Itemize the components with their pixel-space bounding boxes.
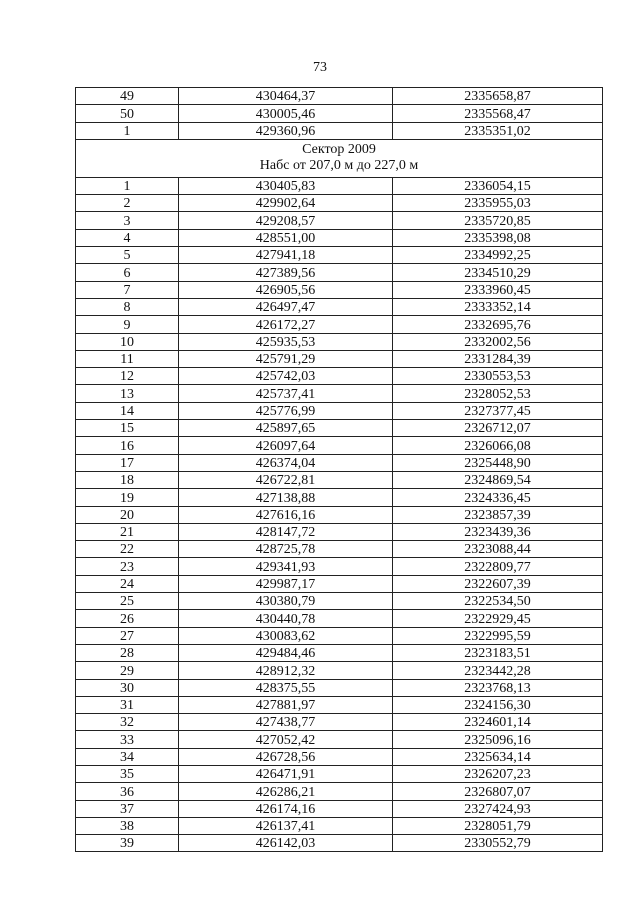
x-coordinate-cell: 428551,00 [179,229,393,246]
point-number-cell: 32 [76,714,179,731]
point-number-cell: 4 [76,229,179,246]
table-row [76,800,603,817]
x-coordinate-cell: 427616,16 [179,506,393,523]
y-coordinate-cell: 2327377,45 [393,402,603,419]
y-coordinate-cell: 2322534,50 [393,593,603,610]
section-header-group [76,139,603,177]
table-row [76,748,603,765]
point-number-cell: 6 [76,264,179,281]
top-rows [76,88,603,140]
table-row [76,316,603,333]
section-header-row [76,139,603,177]
x-coordinate-cell: 429484,46 [179,644,393,661]
x-coordinate-cell: 430440,78 [179,610,393,627]
y-coordinate-cell: 2335398,08 [393,229,603,246]
x-coordinate-cell: 425791,29 [179,350,393,367]
table-row [76,122,603,139]
x-coordinate-cell: 426097,64 [179,437,393,454]
point-number-cell: 26 [76,610,179,627]
point-number-cell: 27 [76,627,179,644]
x-coordinate-cell: 427138,88 [179,489,393,506]
y-coordinate-cell: 2322607,39 [393,575,603,592]
y-coordinate-cell: 2326207,23 [393,765,603,782]
table-row [76,817,603,834]
table-row [76,627,603,644]
point-number-cell: 37 [76,800,179,817]
point-number-cell: 10 [76,333,179,350]
x-coordinate-cell: 429360,96 [179,122,393,139]
point-number-cell: 5 [76,247,179,264]
table-row [76,212,603,229]
table-row [76,662,603,679]
table-row [76,610,603,627]
x-coordinate-cell: 425742,03 [179,368,393,385]
point-number-cell: 1 [76,177,179,194]
table-row [76,229,603,246]
point-number-cell: 29 [76,662,179,679]
y-coordinate-cell: 2326066,08 [393,437,603,454]
y-coordinate-cell: 2334992,25 [393,247,603,264]
y-coordinate-cell: 2323768,13 [393,679,603,696]
point-number-cell: 33 [76,731,179,748]
y-coordinate-cell: 2325634,14 [393,748,603,765]
point-number-cell: 25 [76,593,179,610]
table-row [76,731,603,748]
y-coordinate-cell: 2331284,39 [393,350,603,367]
x-coordinate-cell: 425935,53 [179,333,393,350]
table-row [76,644,603,661]
y-coordinate-cell: 2322929,45 [393,610,603,627]
table-row [76,402,603,419]
y-coordinate-cell: 2323183,51 [393,644,603,661]
y-coordinate-cell: 2330552,79 [393,835,603,852]
y-coordinate-cell: 2333352,14 [393,298,603,315]
x-coordinate-cell: 425737,41 [179,385,393,402]
y-coordinate-cell: 2334510,29 [393,264,603,281]
x-coordinate-cell: 429208,57 [179,212,393,229]
table-row [76,696,603,713]
point-number-cell: 3 [76,212,179,229]
y-coordinate-cell: 2328052,53 [393,385,603,402]
point-number-cell: 2 [76,195,179,212]
table-row [76,195,603,212]
table-row [76,575,603,592]
y-coordinate-cell: 2335351,02 [393,122,603,139]
table-row [76,783,603,800]
point-number-cell: 7 [76,281,179,298]
point-number-cell: 23 [76,558,179,575]
y-coordinate-cell: 2335658,87 [393,88,603,105]
x-coordinate-cell: 427438,77 [179,714,393,731]
y-coordinate-cell: 2324601,14 [393,714,603,731]
point-number-cell: 38 [76,817,179,834]
table-row [76,454,603,471]
x-coordinate-cell: 426905,56 [179,281,393,298]
table-row [76,679,603,696]
point-number-cell: 8 [76,298,179,315]
section-subtitle: Набс от 207,0 м до 227,0 м [259,157,419,173]
point-number-cell: 1 [76,122,179,139]
x-coordinate-cell: 426137,41 [179,817,393,834]
point-number-cell: 20 [76,506,179,523]
table-row [76,333,603,350]
y-coordinate-cell: 2326712,07 [393,420,603,437]
table-row [76,471,603,488]
table-row [76,593,603,610]
y-coordinate-cell: 2330553,53 [393,368,603,385]
x-coordinate-cell: 427941,18 [179,247,393,264]
x-coordinate-cell: 426471,91 [179,765,393,782]
y-coordinate-cell: 2335955,03 [393,195,603,212]
y-coordinate-cell: 2326807,07 [393,783,603,800]
y-coordinate-cell: 2335720,85 [393,212,603,229]
x-coordinate-cell: 426497,47 [179,298,393,315]
y-coordinate-cell: 2324156,30 [393,696,603,713]
table-row [76,765,603,782]
table-row [76,541,603,558]
point-number-cell: 15 [76,420,179,437]
point-number-cell: 36 [76,783,179,800]
x-coordinate-cell: 427389,56 [179,264,393,281]
point-number-cell: 30 [76,679,179,696]
x-coordinate-cell: 430380,79 [179,593,393,610]
point-number-cell: 19 [76,489,179,506]
x-coordinate-cell: 430464,37 [179,88,393,105]
table-row [76,523,603,540]
x-coordinate-cell: 425776,99 [179,402,393,419]
table-row [76,281,603,298]
point-number-cell: 34 [76,748,179,765]
x-coordinate-cell: 425897,65 [179,420,393,437]
x-coordinate-cell: 430405,83 [179,177,393,194]
page-number: 73 [313,60,327,75]
point-number-cell: 24 [76,575,179,592]
table-row [76,385,603,402]
point-number-cell: 11 [76,350,179,367]
y-coordinate-cell: 2328051,79 [393,817,603,834]
point-number-cell: 17 [76,454,179,471]
x-coordinate-cell: 429987,17 [179,575,393,592]
table-row [76,506,603,523]
table-row [76,489,603,506]
point-number-cell: 14 [76,402,179,419]
y-coordinate-cell: 2333960,45 [393,281,603,298]
point-number-cell: 18 [76,471,179,488]
table-row [76,177,603,194]
sector-rows [76,177,603,852]
y-coordinate-cell: 2322809,77 [393,558,603,575]
x-coordinate-cell: 428375,55 [179,679,393,696]
y-coordinate-cell: 2336054,15 [393,177,603,194]
point-number-cell: 50 [76,105,179,122]
x-coordinate-cell: 426142,03 [179,835,393,852]
table-row [76,88,603,105]
y-coordinate-cell: 2324869,54 [393,471,603,488]
point-number-cell: 22 [76,541,179,558]
x-coordinate-cell: 426722,81 [179,471,393,488]
table-row [76,105,603,122]
x-coordinate-cell: 426174,16 [179,800,393,817]
point-number-cell: 13 [76,385,179,402]
table-row [76,298,603,315]
table-row [76,835,603,852]
table-row [76,420,603,437]
x-coordinate-cell: 427881,97 [179,696,393,713]
point-number-cell: 12 [76,368,179,385]
coordinates-table [75,87,603,852]
point-number-cell: 39 [76,835,179,852]
y-coordinate-cell: 2335568,47 [393,105,603,122]
point-number-cell: 28 [76,644,179,661]
y-coordinate-cell: 2324336,45 [393,489,603,506]
x-coordinate-cell: 430083,62 [179,627,393,644]
x-coordinate-cell: 426172,27 [179,316,393,333]
point-number-cell: 16 [76,437,179,454]
x-coordinate-cell: 428912,32 [179,662,393,679]
x-coordinate-cell: 426286,21 [179,783,393,800]
x-coordinate-cell: 428725,78 [179,541,393,558]
section-title: Сектор 2009 [302,141,376,157]
y-coordinate-cell: 2327424,93 [393,800,603,817]
x-coordinate-cell: 426728,56 [179,748,393,765]
point-number-cell: 35 [76,765,179,782]
point-number-cell: 9 [76,316,179,333]
y-coordinate-cell: 2322995,59 [393,627,603,644]
table-row [76,368,603,385]
y-coordinate-cell: 2325096,16 [393,731,603,748]
point-number-cell: 31 [76,696,179,713]
x-coordinate-cell: 428147,72 [179,523,393,540]
point-number-cell: 49 [76,88,179,105]
y-coordinate-cell: 2323088,44 [393,541,603,558]
y-coordinate-cell: 2323857,39 [393,506,603,523]
point-number-cell: 21 [76,523,179,540]
table-row [76,714,603,731]
y-coordinate-cell: 2323439,36 [393,523,603,540]
y-coordinate-cell: 2332002,56 [393,333,603,350]
x-coordinate-cell: 430005,46 [179,105,393,122]
y-coordinate-cell: 2332695,76 [393,316,603,333]
x-coordinate-cell: 426374,04 [179,454,393,471]
table-row [76,558,603,575]
x-coordinate-cell: 429341,93 [179,558,393,575]
table-row [76,247,603,264]
y-coordinate-cell: 2325448,90 [393,454,603,471]
table-row [76,264,603,281]
table-row [76,350,603,367]
x-coordinate-cell: 429902,64 [179,195,393,212]
x-coordinate-cell: 427052,42 [179,731,393,748]
table-row [76,437,603,454]
section-header [76,139,603,177]
y-coordinate-cell: 2323442,28 [393,662,603,679]
